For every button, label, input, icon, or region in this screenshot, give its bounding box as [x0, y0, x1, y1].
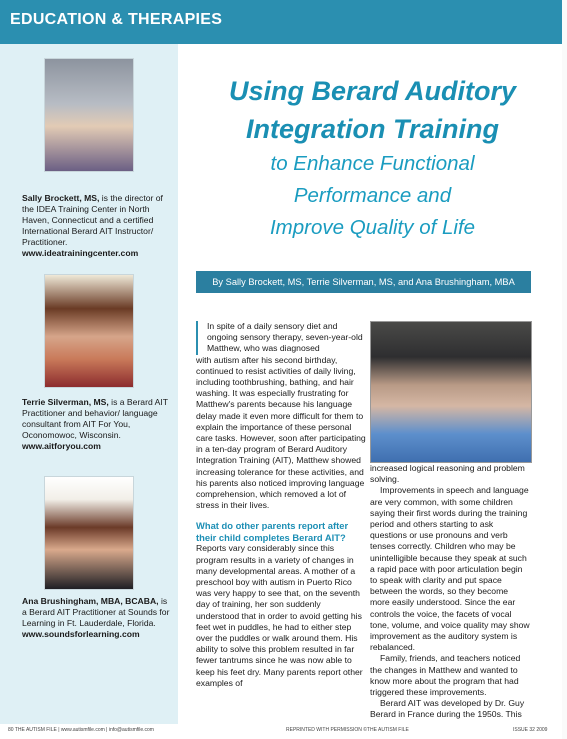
author-bio — [22, 193, 172, 259]
photo-child-with-headphones — [370, 321, 532, 463]
author-photo-terrie-silverman — [44, 274, 134, 388]
author-bio — [22, 397, 172, 452]
article-byline: By Sally Brockett, MS, Terrie Silverman, MS, and Ana Brushingham, MBA — [196, 271, 531, 293]
author-name: Ana Brushingham, MBA, BCABA, — [22, 596, 159, 606]
footer-left: 80 THE AUTISM FILE | www.autismfile.com | info@autismfile.com — [8, 727, 154, 733]
article-paragraph: Improvements in speech and language are very common, with some children saying their first words during the training period and others starting to ask questions or use pronouns and verb tenses correctly. Children who may be unintelligible because they speak at such a rapid pace with poor articulation begin to speak with clarity and put space between the words, so they become more easily understood. Since the ear controls the voice, the facets of vocal tone, volume, and voice quality may show improvement as the auditory system is rebalanced. — [370, 485, 530, 653]
article-subtitle-line1: to Enhance Functional — [270, 152, 475, 175]
article-column-1 — [196, 321, 366, 689]
author-bio — [22, 596, 172, 640]
author-url[interactable]: www.ideatrainingcenter.com — [22, 248, 139, 258]
article-title-line1: Using Berard Auditory — [228, 76, 517, 106]
section-title: EDUCATION & THERAPIES — [10, 11, 223, 28]
section-header — [0, 0, 567, 44]
author-name: Sally Brockett, MS, — [22, 193, 100, 203]
author-photo-ana-brushingham — [44, 476, 134, 590]
article-lead: In spite of a daily sensory diet and ongoing sensory therapy, seven-year-old Matthew, who was diagnosed — [196, 321, 366, 355]
author-url[interactable]: www.soundsforlearning.com — [22, 629, 140, 639]
footer-reprint-notice: REPRINTED WITH PERMISSION ©THE AUTISM FILE — [286, 727, 409, 733]
article-column-2 — [370, 463, 530, 721]
article-subtitle-line2: Performance and — [293, 184, 452, 207]
article-paragraph: increased logical reasoning and problem solving. — [370, 463, 525, 485]
author-name: Terrie Silverman, MS, — [22, 397, 109, 407]
author-bio-text: is the director of the IDEA Training Center in North Haven, Connecticut and a certified International Berard AIT Instructor/ Practitioner. — [22, 193, 163, 247]
author-url[interactable]: www.aitforyou.com — [22, 441, 101, 451]
article-title-line2: Integration Training — [245, 114, 499, 144]
author-photo-sally-brockett — [44, 58, 134, 172]
article-paragraph: Reports vary considerably since this program results in a variety of changes in many developmental areas. A mother of a preschool boy with autism in Puerto Rico was very happy to see that, on the seventh day of training, her son suddenly understood that in order to avoid getting his feet wet in puddles, he had to either step over the puddles or walk around them. His ability to solve this problem resulted in far fewer tantrums since he was now able to keep his feet dry. Many parents report other examples of — [196, 543, 363, 688]
author-bio-text: is a Berard AIT Practitioner at Sounds for Learning in Ft. Lauderdale, Florida. — [22, 596, 170, 628]
page-edge — [562, 0, 567, 739]
article-subheading: What do other parents report after their child completes Berard AIT? — [196, 520, 349, 543]
footer-issue: ISSUE 32 2009 — [513, 727, 548, 733]
page-footer — [0, 721, 567, 739]
article-subtitle-line3: Improve Quality of Life — [269, 216, 476, 239]
article-paragraph: Family, friends, and teachers noticed the changes in Matthew and wanted to know more about the program that had triggered these improvements. — [370, 653, 521, 698]
article-paragraph: Berard AIT was developed by Dr. Guy Berard in France during the 1950s. This — [370, 698, 525, 720]
article-paragraph: with autism after his second birthday, continued to resist activities of daily living, including toothbrushing, bathing, and hair washing. It was especially frustrating for Matthew's parents because his language delay made it even more difficult for them to explain the importance of these personal care tasks. However, soon after participating in a ten-day program of Berard Auditory Integration Training (AIT), Matthew showed increasing tolerance for these activities, and his parents also noticed improving language comprehension, which removed a lot of stress in their lives. — [196, 354, 366, 511]
author-bio-text: is a Berard AIT Practitioner and behavior/ language consultant from AIT For You, Oconomowoc, Wisconsin. — [22, 397, 168, 440]
